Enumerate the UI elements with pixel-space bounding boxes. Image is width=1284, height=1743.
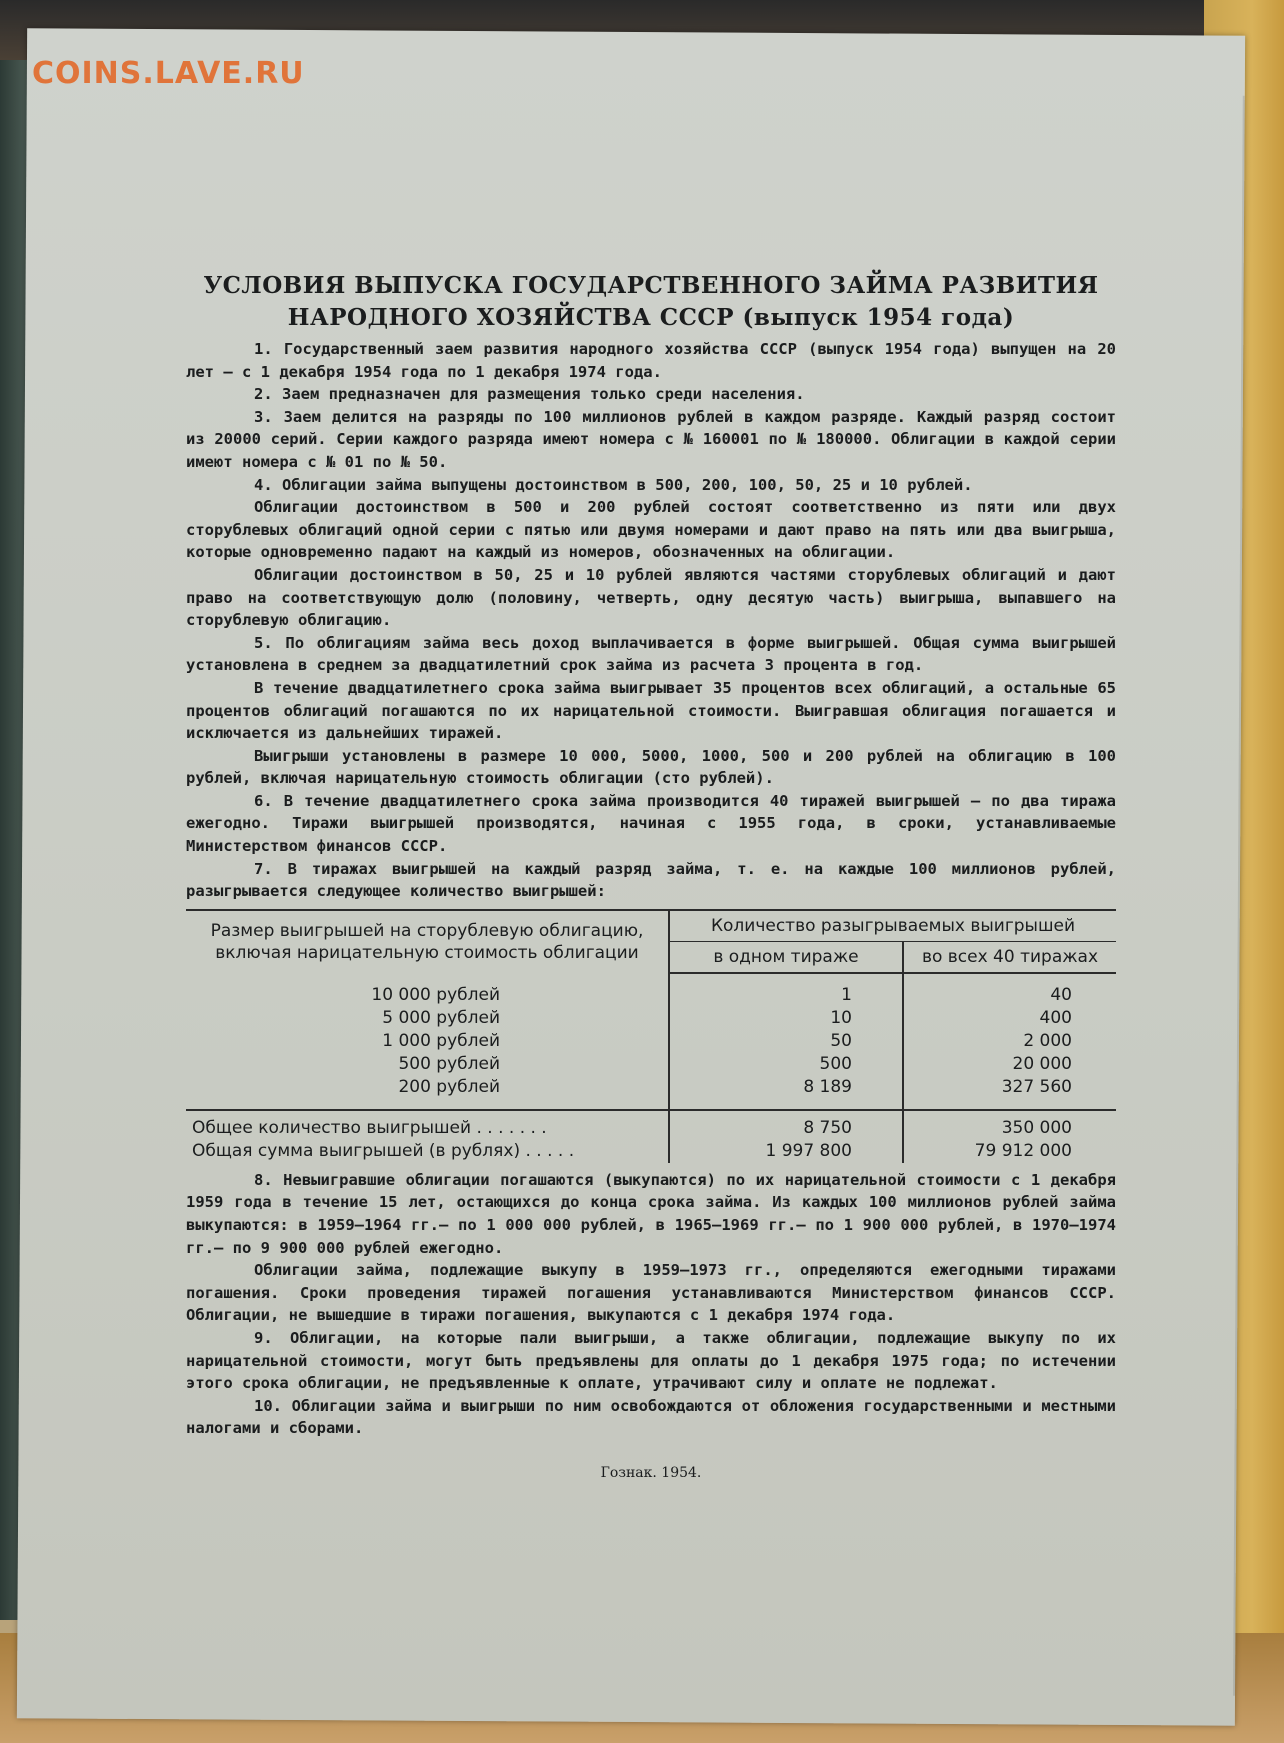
paragraph-5a: В течение двадцатилетнего срока займа выигрывает 35 процентов всех облигаций, а остальные 65 процентов облигаций погашаются по их нарицательной стоимости. Выигравшая облигация погашается и исключается из дальнейших тиражей. (186, 678, 1116, 743)
paragraph-8a: Облигации займа, подлежащие выкупу в 1959—1973 гг., определяются ежегодными тиражами погашения. Сроки проведения тиражей погашения устанавливаются Министерством финансов СССР. Облигации, не вышедшие в тиражи погашения, выкупаются с 1 декабря 1974 года. (186, 1261, 1116, 1325)
title-line-1: УСЛОВИЯ ВЫПУСКА ГОСУДАРСТВЕННОГО ЗАЙМА РАЗВИТИЯ (203, 272, 1099, 299)
prize-size-cell: 500 рублей (186, 1053, 669, 1076)
header-prize-size-line2: включая нарицательную стоимость облигации (215, 942, 639, 963)
prize-size-cell: 10 000 рублей (186, 984, 669, 1007)
paragraph-5: 5. По облигациям займа весь доход выплачивается в форме выигрышей. Общая сумма выигрышей установлена в среднем за двадцатилетний срок займа из расчета 3 процента в год. (186, 633, 1116, 675)
table-row (186, 1007, 1116, 1030)
total-count-all: 350 000 (903, 1110, 1116, 1140)
prize-all-cell: 2 000 (1023, 1030, 1072, 1051)
header-prize-size-line1: Размер выигрышей на сторублевую облигацию, (210, 920, 644, 941)
total-count-label: Общее количество выигрышей . . . . . . . (186, 1110, 669, 1140)
title-line-2: НАРОДНОГО ХОЗЯЙСТВА СССР (выпуск 1954 года) (287, 304, 1015, 331)
total-sum-all: 79 912 000 (974, 1140, 1072, 1161)
total-sum-label: Общая сумма выигрышей (в рублях) . . . . . (186, 1140, 669, 1163)
header-prize-size (186, 910, 669, 973)
document-title (186, 270, 1116, 334)
total-count-one: 8 750 (669, 1110, 903, 1140)
total-sum-one: 1 997 800 (669, 1140, 903, 1163)
table-spacer (186, 973, 1116, 984)
watermark: COINS.LAVE.RU (32, 56, 305, 91)
table-row (186, 984, 1116, 1007)
prize-all-cell: 40 (1050, 984, 1072, 1005)
prizes-table (186, 909, 1116, 1163)
paragraph-6: 6. В течение двадцатилетнего срока займа производится 40 тиражей выигрышей — по два тиража ежегодно. Тиражи выигрышей производятся, начиная с 1955 года, в сроки, устанавливаемые Министерством финансов СССР. (186, 791, 1116, 856)
prize-one-cell: 1 (669, 984, 903, 1007)
table-header-row (186, 910, 1116, 942)
paragraph-4: 4. Облигации займа выпущены достоинством в 500, 200, 100, 50, 25 и 10 рублей. (254, 475, 973, 494)
paragraph-4b: Облигации достоинством в 50, 25 и 10 рублей являются частями сторублевых облигаций и дают право на соответствующую долю (половину, четверть, одну десятую часть) выигрыша, выпавшего на сторублевую облигацию. (186, 565, 1116, 630)
table-spacer (186, 1099, 1116, 1110)
paragraph-1: 1. Государственный заем развития народного хозяйства СССР (выпуск 1954 года) выпущен на 20 лет — с 1 декабря 1954 года по 1 декабря 1974 года. (186, 340, 1116, 381)
paragraph-7: 7. В тиражах выигрышей на каждый разряд займа, т. е. на каждые 100 миллионов рублей, разыгрывается следующее количество выигрышей: (186, 859, 1116, 901)
printer-imprint: Гознак. 1954. (600, 1464, 702, 1481)
header-one-draw: в одном тираже (669, 941, 903, 973)
paragraph-5b: Выигрыши установлены в размере 10 000, 5000, 1000, 500 и 200 рублей на облигацию в 100 рублей, включая нарицательную стоимость облигации (сто рублей). (186, 746, 1116, 788)
prize-all-cell: 20 000 (1012, 1053, 1072, 1074)
prize-one-cell: 10 (669, 1007, 903, 1030)
paragraph-4a: Облигации достоинством в 500 и 200 рублей состоят соответственно из пяти или двух сторублевых облигаций одной серии с пятью или двумя номерами и дают право на пять или два выигрыша, которые одновременно падают на каждый из номеров, обозначенных на облигации. (186, 498, 1116, 562)
paragraph-10: 10. Облигации займа и выигрыши по ним освобождаются от обложения государственными и местными налогами и сборами. (186, 1396, 1116, 1438)
total-count-row (186, 1110, 1116, 1140)
paragraph-9: 9. Облигации, на которые пали выигрыши, а также облигации, подлежащие выкупу по их нарицательной стоимости, могут быть предъявлены для оплаты до 1 декабря 1975 года; по истечении этого срока облигации, не предъявленные к оплате, утрачивают силу и оплате не подлежат. (186, 1329, 1116, 1393)
prize-size-cell: 5 000 рублей (186, 1007, 669, 1030)
prize-size-cell: 200 рублей (186, 1076, 669, 1099)
paragraph-3: 3. Заем делится на разряды по 100 миллионов рублей в каждом разряде. Каждый разряд состоит из 20000 серий. Серии каждого разряда имеют номера с № 160001 по № 180000. Облигации в каждой серии имеют номера с № 01 по № 50. (186, 407, 1116, 471)
table-row (186, 1053, 1116, 1076)
paragraph-8: 8. Невыигравшие облигации погашаются (выкупаются) по их нарицательной стоимости с 1 декабря 1959 года в течение 15 лет, остающихся до конца срока займа. Из каждых 100 миллионов рублей займа выкупаются: в 1959—1964 гг.— по 1 000 000 рублей, в 1965—1969 гг.— по 1 900 000 рублей, в 1970—1974 гг.— по 9 900 000 рублей ежегодно. (186, 1170, 1116, 1257)
prize-all-cell: 400 (1039, 1007, 1072, 1028)
total-sum-row (186, 1140, 1116, 1163)
prize-one-cell: 500 (669, 1053, 903, 1076)
header-all-draws: во всех 40 тиражах (903, 941, 1116, 973)
document-content (186, 270, 1116, 1485)
prize-size-cell: 1 000 рублей (186, 1030, 669, 1053)
prize-all-cell: 327 560 (1001, 1076, 1072, 1097)
prize-one-cell: 50 (669, 1030, 903, 1053)
prize-one-cell: 8 189 (669, 1076, 903, 1099)
table-row (186, 1076, 1116, 1099)
table-row (186, 1030, 1116, 1053)
header-prize-count: Количество разыгрываемых выигрышей (669, 910, 1116, 942)
paragraph-2: 2. Заем предназначен для размещения только среди населения. (254, 385, 805, 404)
